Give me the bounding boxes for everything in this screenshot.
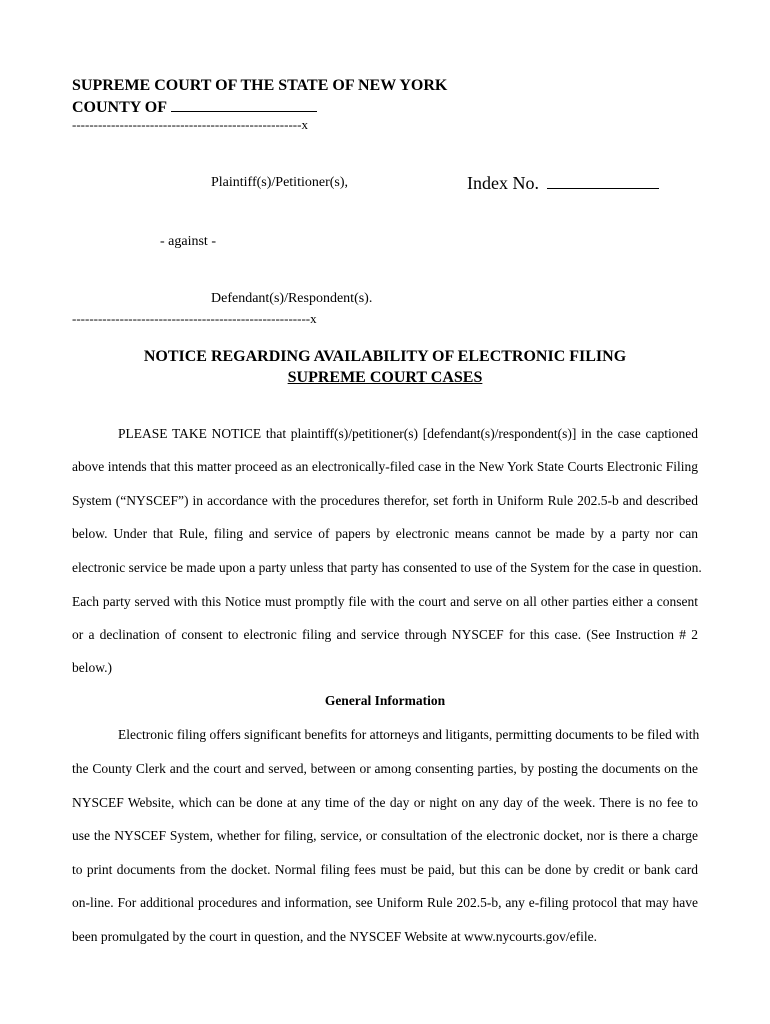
county-blank (171, 96, 317, 112)
section-heading: General Information (324, 693, 446, 708)
index-label: Index No. (467, 173, 539, 193)
county-label: COUNTY OF (72, 99, 167, 116)
index-blank (547, 172, 659, 189)
index-number (467, 172, 659, 194)
document-title: NOTICE REGARDING AVAILABILITY OF ELECTRONIC FILING (143, 348, 627, 365)
general-line: use the NYSCEF System, whether for filing, service, or consultation of the electronic docket, nor is there a charge (72, 828, 698, 843)
document-subtitle: SUPREME COURT CASES (287, 369, 483, 386)
plaintiff-label: Plaintiff(s)/Petitioner(s), (211, 175, 348, 190)
notice-line: below. Under that Rule, filing and service of papers by electronic means cannot be made by a party nor can (72, 526, 698, 541)
court-name: SUPREME COURT OF THE STATE OF NEW YORK (72, 77, 448, 94)
court-header (72, 76, 447, 118)
notice-line: below.) (72, 660, 112, 675)
general-line: the County Clerk and the court and served, between or among consenting parties, by posting the documents on the (72, 761, 698, 776)
notice-line: or a declination of consent to electronic filing and service through NYSCEF for this case. (See Instruction # 2 (72, 627, 698, 642)
notice-line: PLEASE TAKE NOTICE that plaintiff(s)/petitioner(s) [defendant(s)/respondent(s)] in the case captioned (118, 426, 698, 441)
county-line (72, 96, 447, 118)
notice-line: Each party served with this Notice must promptly file with the court and serve on all other parties either a consent (72, 594, 698, 609)
notice-line: System (“NYSCEF”) in accordance with the procedures therefor, set forth in Uniform Rule 202.5-b and described (72, 493, 698, 508)
general-line: on-line. For additional procedures and information, see Uniform Rule 202.5-b, any e-filing protocol that may have (72, 895, 698, 910)
against-label: - against - (160, 234, 216, 249)
defendant-label: Defendant(s)/Respondent(s). (211, 291, 373, 306)
notice-line: above intends that this matter proceed as an electronically-filed case in the New York State Courts Electronic Filing (72, 459, 698, 474)
general-line: Electronic filing offers significant benefits for attorneys and litigants, permitting documents to be filed with (118, 727, 700, 742)
general-line: been promulgated by the court in question, and the NYSCEF Website at www.nycourts.gov/efile. (72, 929, 597, 944)
caption-divider-top: -----------------------------------------------------x (72, 117, 308, 132)
notice-line: electronic service be made upon a party unless that party has consented to use of the System for the case in question. (72, 560, 702, 575)
general-line: NYSCEF Website, which can be done at any time of the day or night on any day of the week. There is no fee to (72, 795, 698, 810)
caption-divider-bottom: -------------------------------------------------------x (72, 311, 317, 326)
general-line: to print documents from the docket. Normal filing fees must be paid, but this can be done by credit or bank card (72, 862, 698, 877)
